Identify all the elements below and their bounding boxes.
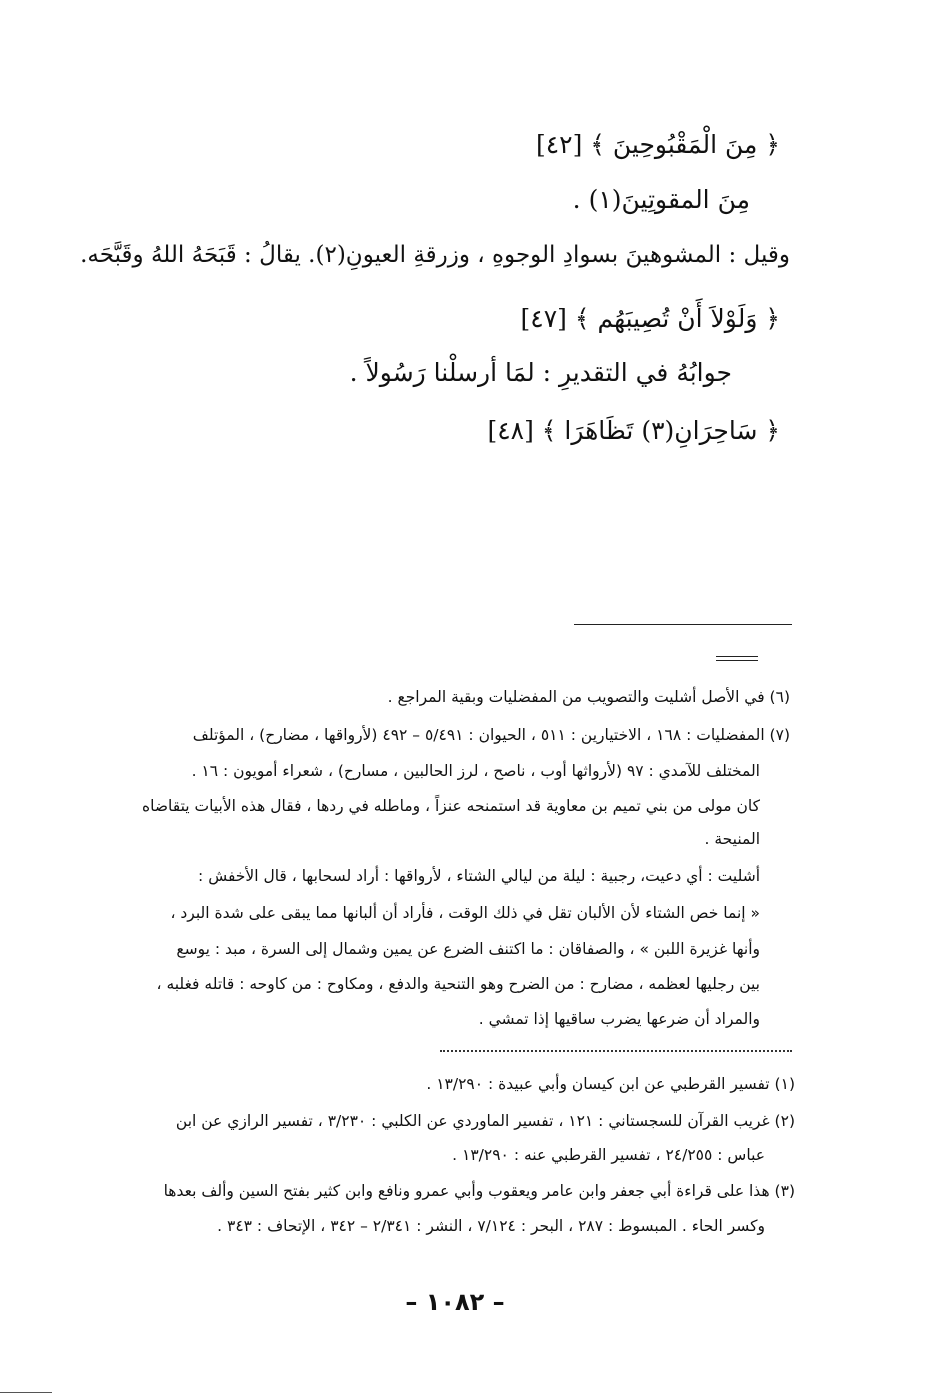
footnote-2-line-2: عباس : ٢٤/٢٥٥ ، تفسير القرطبي عنه : ١٣/٢٩٠ . [452,1146,765,1164]
editor-note-7-line-3: كان مولى من بني تميم بن معاوية قد استمنحه عنزاً ، وماطله في ردها ، فقال هذه الأبيات يتقاضاه [142,797,760,815]
verse-42: ﴿ مِنَ الْمَقْبُوحِينَ ﴾ [٤٢] [535,130,780,159]
notes-double-rule [716,656,758,661]
footnote-3-line-2: وكسر الحاء . المبسوط : ٢٨٧ ، البحر : ٧/١٢٤ ، النشر : ٢/٣٤١ – ٣٤٢ ، الإتحاف : ٣٤٣ . [217,1217,765,1235]
main-footnote-separator [574,624,792,625]
verse-48: ﴿ سَاحِرَانِ(٣) تَظَاهَرَا ﴾ [٤٨] [487,416,780,445]
editor-note-7-line-9: والمراد أن ضرعها يضرب ساقيها إذا تمشي . [478,1010,760,1028]
editor-note-6: (٦) في الأصل أشليت والتصويب من المفضليات وبقية المراجع . [387,688,790,706]
editor-note-7-line-4: المنيحة . [704,830,760,848]
editor-note-7-line-1: (٧) المفضليات : ١٦٨ ، الاختيارين : ٥١١ ، الحيوان : ٥/٤٩١ – ٤٩٢ (لأرواقها ، مضارح) ، المؤتلف [192,726,790,744]
dotted-separator [440,1050,792,1052]
main-line-3: جوابُهُ في التقديرِ : لمَا أرسلْنا رَسُولاً . [349,358,732,387]
editor-note-7-line-5: أشليت : أي دعيت، رجبية : ليلة من ليالي الشتاء ، لأرواقها : أراد لسحابها ، قال الأخفش : [198,867,760,885]
editor-note-7-line-7: وأنها غزيرة اللبن » ، والصفاقان : ما اكتنف الضرع عن يمين وشمال إلى السرة ، مبد : يوسع [176,940,760,958]
scan-edge-mark [0,1392,52,1393]
main-line-1: مِنَ المقوتِينَ(١) . [572,185,750,214]
editor-note-7-line-6: « إنما خص الشتاء لأن الألبان تقل في ذلك الوقت ، فأراد أن ألبانها مما يبقى على شدة البرد ، [170,904,760,922]
verse-47: ﴿ وَلَوْلاَ أَنْ تُصِيبَهُم ﴾ [٤٧] [520,304,780,333]
footnote-1: (١) تفسير القرطبي عن ابن كيسان وأبي عبيدة : ١٣/٢٩٠ . [426,1075,795,1093]
footnote-3-line-1: (٣) هذا على قراءة أبي جعفر وابن عامر ويعقوب وأبي عمرو ونافع وابن كثير بفتح السين وألف بعدها [163,1182,795,1200]
footnote-2-line-1: (٢) غريب القرآن للسجستاني : ١٢١ ، تفسير الماوردي عن الكلبي : ٣/٢٣٠ ، تفسير الرازي عن ابن [175,1112,795,1130]
page-number: – ١٠٨٢ – [405,1288,505,1316]
main-line-2: وقيل : المشوهينَ بسوادِ الوجوهِ ، وزرقةِ العيونِ(٢). يقالُ : قَبَحَهُ اللهُ وقَبَّحَه. [80,242,790,268]
editor-note-7-line-2: المختلف للآمدي : ٩٧ (لأرواثها أوب ، ناصح ، لرز الحالبين ، مسارح) ، شعراء أمويون : ١٦ . [191,762,760,780]
editor-note-7-line-8: بين رجليها لعظمه ، مضارح : من الضرح وهو التنحية والدفع ، ومكاوح : من كاوحه : قاتله فغلبه ، [156,975,760,993]
